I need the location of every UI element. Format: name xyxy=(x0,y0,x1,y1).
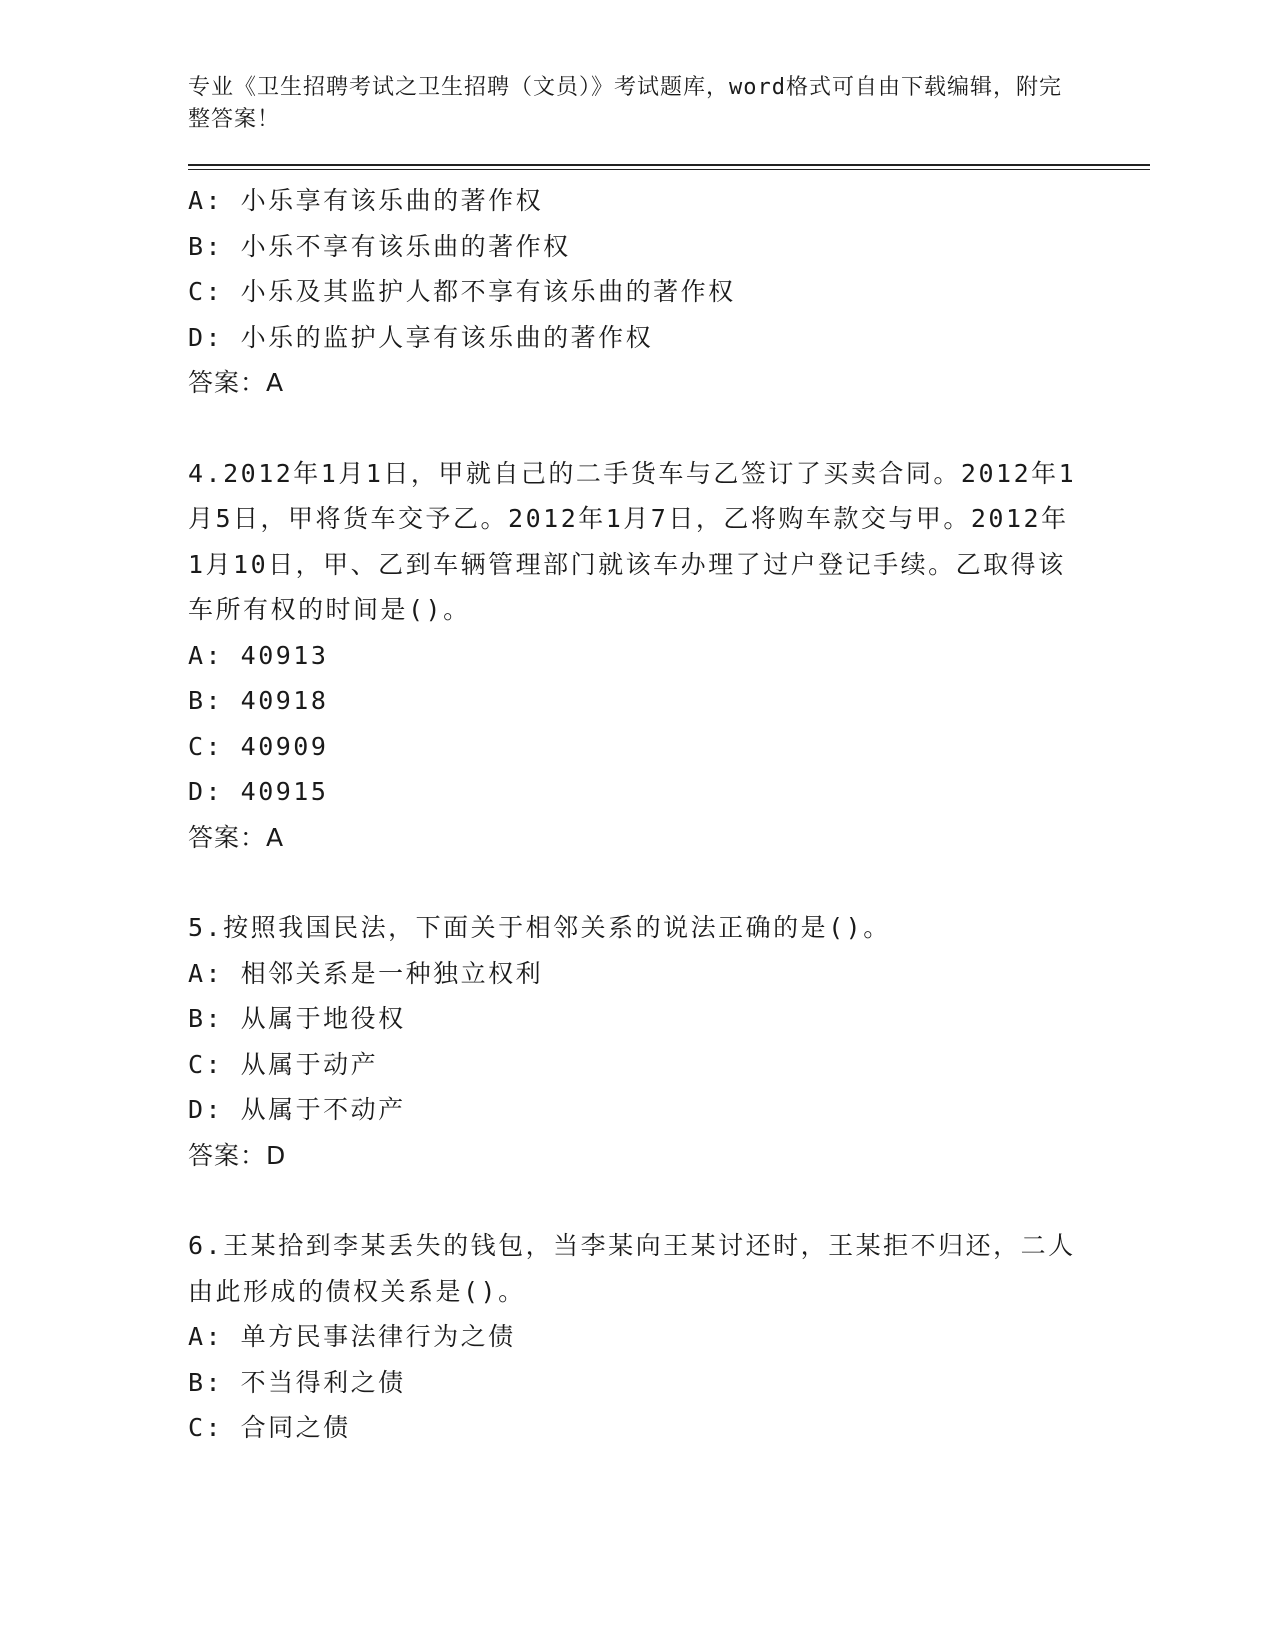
divider-line-thin xyxy=(188,169,1150,170)
option-d: D: 从属于不动产 xyxy=(188,1095,406,1124)
option-c: C: 从属于动产 xyxy=(188,1049,379,1079)
option-a: A: 相邻关系是一种独立权利 xyxy=(188,958,544,988)
option-c: C: 合同之债 xyxy=(188,1413,351,1442)
option-a: A: 小乐享有该乐曲的著作权 xyxy=(188,186,544,215)
option-a: A: 40913 xyxy=(188,640,329,670)
spacer xyxy=(188,860,1148,905)
question-text: 5.按照我国民法，下面关于相邻关系的说法正确的是()。 xyxy=(188,913,891,942)
document-header: 专业《卫生招聘考试之卫生招聘（文员）》考试题库，word格式可自由下载编辑，附完整答案！ xyxy=(188,75,1062,132)
question-block xyxy=(188,451,1148,861)
document-page xyxy=(188,72,1148,1451)
answer-line: 答案：A xyxy=(188,368,285,397)
question-block xyxy=(188,178,1148,406)
header-divider xyxy=(188,164,1150,170)
answer-line: 答案：A xyxy=(188,822,285,852)
question-block xyxy=(188,905,1148,1178)
option-b: B: 从属于地役权 xyxy=(188,1004,406,1033)
option-b: B: 小乐不享有该乐曲的著作权 xyxy=(188,231,571,261)
question-block xyxy=(188,1223,1148,1451)
option-c: C: 小乐及其监护人都不享有该乐曲的著作权 xyxy=(188,277,736,306)
option-d: D: 小乐的监护人享有该乐曲的著作权 xyxy=(188,322,654,352)
answer-line: 答案：D xyxy=(188,1140,287,1170)
question-text: 4.2012年1月1日，甲就自己的二手货车与乙签订了买卖合同。2012年1月5日，甲将货车交予乙。2012年1月7日，乙将购车款交与甲。2012年1月10日，甲、乙到车辆管理部门就该车办理了过户登记手续。乙取得该车所有权的时间是()。 xyxy=(188,458,1077,624)
spacer xyxy=(188,406,1148,451)
question-list xyxy=(188,178,1148,1451)
question-text: 6.王某拾到李某丢失的钱包，当李某向王某讨还时，王某拒不归还，二人由此形成的债权关系是()。 xyxy=(188,1231,1076,1306)
divider-line-thick xyxy=(188,164,1150,166)
option-b: B: 40918 xyxy=(188,686,329,715)
option-d: D: 40915 xyxy=(188,777,329,806)
option-a: A: 单方民事法律行为之债 xyxy=(188,1322,516,1351)
spacer xyxy=(188,1178,1148,1223)
option-c: C: 40909 xyxy=(188,731,329,761)
option-b: B: 不当得利之债 xyxy=(188,1367,406,1397)
